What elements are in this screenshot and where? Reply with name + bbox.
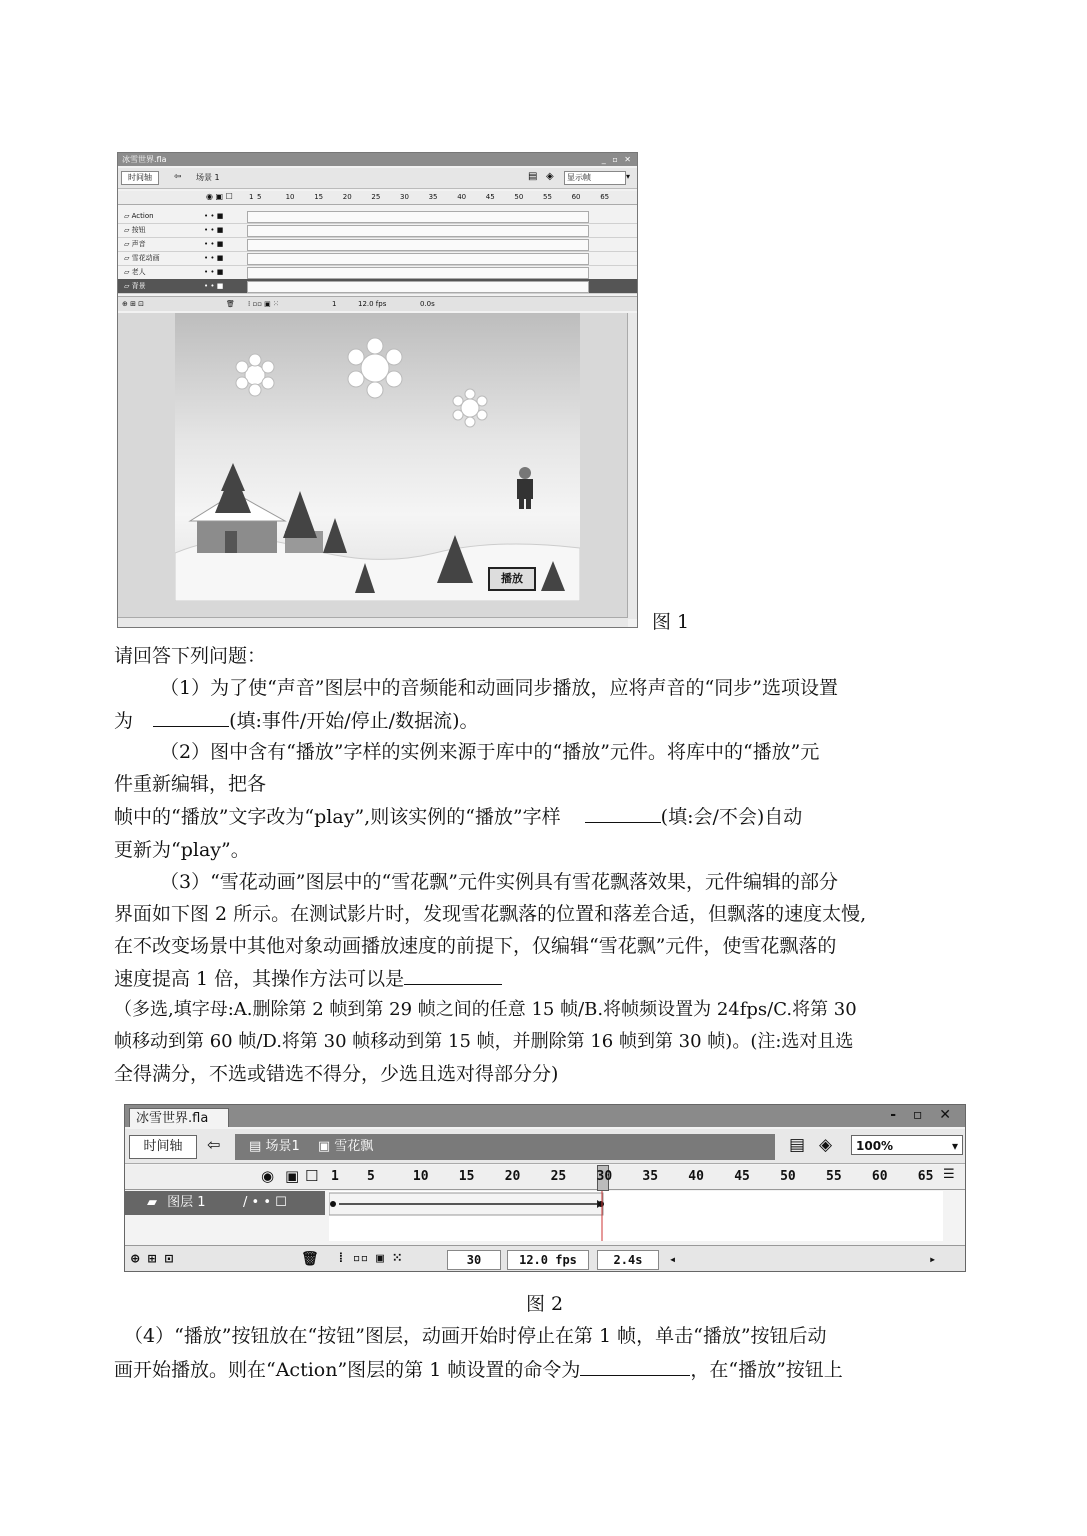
window-controls[interactable]: _ ▫ ✕ — [601, 155, 633, 164]
old-man-figure — [517, 467, 533, 509]
ruler-tick-label: 10 — [285, 193, 295, 201]
elapsed-time: 0.0s — [420, 300, 435, 308]
q2-line3 — [114, 804, 802, 829]
ruler-tick-label: 45 — [485, 193, 495, 201]
figure2-symbol-timeline — [124, 1104, 966, 1272]
ruler-tick-label: 50 — [514, 193, 524, 201]
q2-line1: （2）图中含有“播放”字样的实例来源于库中的“播放”元件。将库中的“播放”元 — [160, 741, 820, 763]
layer-row[interactable] — [125, 1191, 325, 1215]
chevron-down-icon[interactable]: ▾ — [626, 172, 631, 181]
layer-icon: ▱ — [124, 240, 132, 248]
layer-icon: ▱ — [124, 226, 132, 234]
winter-scene-illustration — [175, 313, 580, 601]
layer-row[interactable] — [118, 251, 637, 266]
q1-prefix: 为 — [114, 710, 134, 732]
elapsed-time: 2.4s — [597, 1250, 659, 1270]
ruler-tick-label: 1 — [249, 193, 254, 201]
layer-name — [124, 265, 244, 279]
ruler-tick-label: 25 — [550, 1169, 567, 1184]
layer-icon: ▰ — [147, 1195, 157, 1210]
frames-area[interactable] — [329, 1191, 943, 1241]
timeline-statusbar — [118, 296, 637, 311]
vertical-scrollbar[interactable] — [627, 313, 637, 619]
ruler-tick-label: 50 — [780, 1169, 796, 1184]
window-titlebar — [118, 153, 637, 166]
layer-label: Action — [131, 212, 154, 220]
frame-rate: 12.0 fps — [358, 300, 387, 308]
lock-icon[interactable]: ▣ — [285, 1167, 300, 1185]
layer-name — [124, 223, 244, 237]
ruler-tick-label: 15 — [314, 193, 324, 201]
edit-scene-icon[interactable]: ▤ — [789, 1135, 806, 1155]
layer-visibility-marks[interactable]: • • ■ — [204, 226, 224, 234]
q4-prefix: 画开始播放。则在“Action”图层的第 1 帧设置的命令为 — [114, 1359, 581, 1381]
onion-skin-icons[interactable]: ⁞ ▫▫ ▣ ⁙ — [248, 300, 279, 308]
ruler-tick-label: 30 — [400, 193, 409, 201]
q2-suffix: (填:会/不会)自动 — [660, 806, 803, 828]
figure1-caption: 图 1 — [652, 611, 690, 633]
layer-icon: ▱ — [124, 212, 132, 220]
ruler-tick-label: 55 — [826, 1169, 842, 1184]
layer-name — [124, 237, 244, 251]
eye-lock-outline-icons[interactable]: ◉ ▣ ☐ — [206, 192, 233, 201]
layer-icon: ▱ — [124, 254, 132, 262]
ruler-tick-label: 60 — [571, 193, 581, 201]
q1-suffix: (填:事件/开始/停止/数据流)。 — [229, 710, 479, 732]
add-layer-icons[interactable]: ⊕ ⊞ ⊡ — [122, 300, 145, 308]
layer-row[interactable] — [118, 223, 637, 238]
back-arrow-icon[interactable]: ⇦ — [207, 1135, 221, 1154]
scene-breadcrumb[interactable]: 场景 1 — [196, 173, 220, 182]
figure1-flash-window — [117, 152, 638, 628]
edit-scene-icon[interactable]: ▤ — [528, 171, 538, 182]
layer-name — [124, 209, 244, 223]
scroll-right-icon[interactable]: ▸ — [929, 1252, 937, 1266]
q4-answer-blank[interactable] — [580, 1357, 690, 1376]
q3-line3: 在不改变场景中其他对象动画播放速度的前提下，仅编辑“雪花飘”元件，使雪花飘落的 — [114, 935, 837, 957]
layer-visibility-marks[interactable]: • • ■ — [204, 282, 224, 290]
layer-visibility-marks[interactable]: • • ■ — [204, 240, 224, 248]
q3-line7: 全得满分，不选或错选不得分，少选且选对得部分分) — [114, 1063, 559, 1085]
ruler-tick-label: 5 — [257, 193, 262, 201]
ruler-tick-label: 35 — [428, 193, 438, 201]
zoom-value: 100% — [856, 1139, 894, 1153]
layer-label: 声音 — [131, 240, 146, 248]
ruler-tick-label: 40 — [457, 193, 467, 201]
q3-line4 — [114, 966, 502, 991]
back-arrow-icon[interactable]: ⇦ — [174, 172, 182, 182]
q4-suffix: ，在“播放”按钮上 — [690, 1359, 843, 1381]
scroll-left-icon[interactable]: ◂ — [669, 1252, 677, 1266]
q1-line2 — [114, 708, 479, 733]
q3-line1: （3）“雪花动画”图层中的“雪花飘”元件实例具有雪花飘落效果，元件编辑的部分 — [160, 871, 838, 893]
ruler-tick-label: 25 — [371, 193, 381, 201]
edit-symbol-icon[interactable]: ◈ — [819, 1135, 833, 1155]
scene-toolbar — [118, 168, 637, 189]
q3-line4-text: 速度提高 1 倍，其操作方法可以是 — [114, 968, 405, 990]
ruler-tick-label: 55 — [543, 193, 552, 201]
onion-skin-icons[interactable]: ⁞ ▫▫ ▣ ⁙ — [337, 1251, 403, 1266]
layer-visibility-marks[interactable]: • • ■ — [204, 254, 224, 262]
outline-icon[interactable]: ☐ — [305, 1167, 319, 1185]
q2-answer-blank[interactable] — [585, 804, 661, 823]
snowflake-icon — [348, 338, 402, 398]
layer-row[interactable] — [118, 265, 637, 280]
ruler-tick-label: 5 — [367, 1169, 375, 1184]
q2-line2: 件重新编辑，把各 — [114, 773, 267, 795]
timeline-statusbar — [125, 1245, 965, 1272]
layer-visibility-marks[interactable]: • • ■ — [204, 212, 224, 220]
layer-frames[interactable] — [247, 239, 589, 251]
layer-visibility-marks[interactable]: • • ■ — [204, 268, 224, 276]
layer-label: 老人 — [131, 268, 146, 276]
intro-text: 请回答下列问题： — [114, 645, 267, 667]
snowflake-icon — [236, 354, 274, 396]
frame-rate: 12.0 fps — [507, 1250, 589, 1270]
layer-row[interactable] — [118, 209, 637, 224]
edit-symbol-icon[interactable]: ◈ — [546, 171, 554, 182]
scene-icon: ▤ — [249, 1139, 262, 1154]
layer-label: 背景 — [131, 282, 146, 290]
ruler-tick-label: 35 — [642, 1169, 659, 1184]
q2-line4: 更新为“play”。 — [114, 839, 250, 861]
ruler-tick-label: 20 — [504, 1169, 521, 1184]
layer-label: 雪花动画 — [131, 254, 160, 262]
ruler-tick-label: 45 — [734, 1169, 750, 1184]
ruler-tick-label: 30 — [596, 1169, 613, 1184]
ruler-tick-label: 60 — [871, 1169, 888, 1184]
zoom-select[interactable]: 显示帧 — [564, 171, 626, 185]
q3-answer-blank[interactable] — [404, 966, 502, 985]
layer-row[interactable] — [118, 237, 637, 252]
q1-answer-blank[interactable] — [153, 708, 229, 727]
layer-frames[interactable] — [247, 253, 589, 265]
timeline-toggle-button[interactable]: 时间轴 — [129, 1135, 197, 1159]
window-titlebar — [125, 1105, 965, 1127]
breadcrumb-symbol[interactable]: 雪花飘 — [334, 1139, 374, 1154]
q4-line2 — [114, 1357, 843, 1382]
q2-prefix: 帧中的“播放”文字改为“play”,则该实例的“播放”字样 — [114, 806, 561, 828]
ruler-tick-label: 15 — [458, 1169, 475, 1184]
document-tab[interactable]: 冰雪世界.fla — [129, 1108, 229, 1127]
figure2-caption: 图 2 — [526, 1293, 564, 1315]
layer-name: 图层 1 — [167, 1195, 206, 1210]
current-frame: 30 — [447, 1250, 501, 1270]
ruler-tick-label: 40 — [688, 1169, 704, 1184]
layer-row[interactable] — [118, 279, 637, 294]
layer-label: 按钮 — [131, 226, 146, 234]
layer-icon: ▱ — [124, 268, 132, 276]
play-button[interactable]: 播放 — [488, 567, 536, 591]
layer-name — [124, 279, 244, 293]
layer-frames[interactable] — [247, 211, 589, 223]
trash-icon[interactable]: 🗑 — [301, 1251, 319, 1267]
layer-frames[interactable] — [247, 225, 589, 237]
breadcrumb — [235, 1134, 775, 1160]
layer-icon: ▱ — [124, 282, 132, 290]
tween-frames — [329, 1191, 943, 1241]
chevron-down-icon[interactable]: ▾ — [951, 1139, 958, 1153]
eye-icon[interactable]: ◉ — [261, 1167, 275, 1185]
horizontal-scrollbar[interactable] — [118, 617, 628, 627]
zoom-select[interactable] — [851, 1135, 963, 1155]
ruler-tick-label: 65 — [917, 1169, 934, 1184]
layer-visibility-marks[interactable]: / • • ☐ — [243, 1195, 287, 1210]
q3-line6: 帧移动到第 60 帧/D.将第 30 帧移动到第 15 帧，并删除第 16 帧到第 30 帧)。(注:选对且选 — [114, 1031, 854, 1052]
q4-line1: （4）“播放”按钮放在“按钮”图层，动画开始时停止在第 1 帧，单击“播放”按钮后动 — [124, 1325, 827, 1347]
frame-ruler — [118, 191, 637, 205]
q1-line1: （1）为了使“声音”图层中的音频能和动画同步播放，应将声音的“同步”选项设置 — [160, 677, 838, 699]
ruler-tick-label: 10 — [412, 1169, 429, 1184]
stage-canvas — [175, 313, 580, 601]
window-title: 冰雪世界.fla — [122, 155, 167, 164]
ruler-tick-label: 20 — [342, 193, 352, 201]
q3-line5: （多选,填字母:A.删除第 2 帧到第 29 帧之间的任意 15 帧/B.将帧频设置为 24fps/C.将第 30 — [114, 999, 857, 1020]
layer-frames[interactable] — [247, 281, 589, 293]
ruler-tick-label: 65 — [600, 193, 610, 201]
scene-toolbar — [125, 1129, 965, 1164]
q3-line2: 界面如下图 2 所示。在测试影片时，发现雪花飘落的位置和落差合适，但飘落的速度太慢, — [114, 903, 867, 925]
snowflake-icon — [453, 389, 487, 427]
breadcrumb-scene[interactable]: 场景1 — [265, 1139, 300, 1154]
current-frame: 1 — [332, 300, 337, 308]
frame-ruler — [125, 1165, 965, 1190]
layer-name — [124, 251, 244, 265]
add-layer-icons[interactable]: ⊕ ⊞ ⊡ — [131, 1251, 174, 1267]
ruler-tick-label: 1 — [331, 1169, 339, 1184]
symbol-icon: ▣ — [317, 1139, 331, 1154]
timeline-menu-icon[interactable]: ☰ — [943, 1167, 955, 1182]
timeline-toggle-button[interactable]: 时间轴 — [121, 171, 159, 185]
layer-frames[interactable] — [247, 267, 589, 279]
trash-icon[interactable]: 🗑 — [226, 300, 235, 308]
window-controls[interactable]: - ▫ ✕ — [890, 1107, 957, 1123]
